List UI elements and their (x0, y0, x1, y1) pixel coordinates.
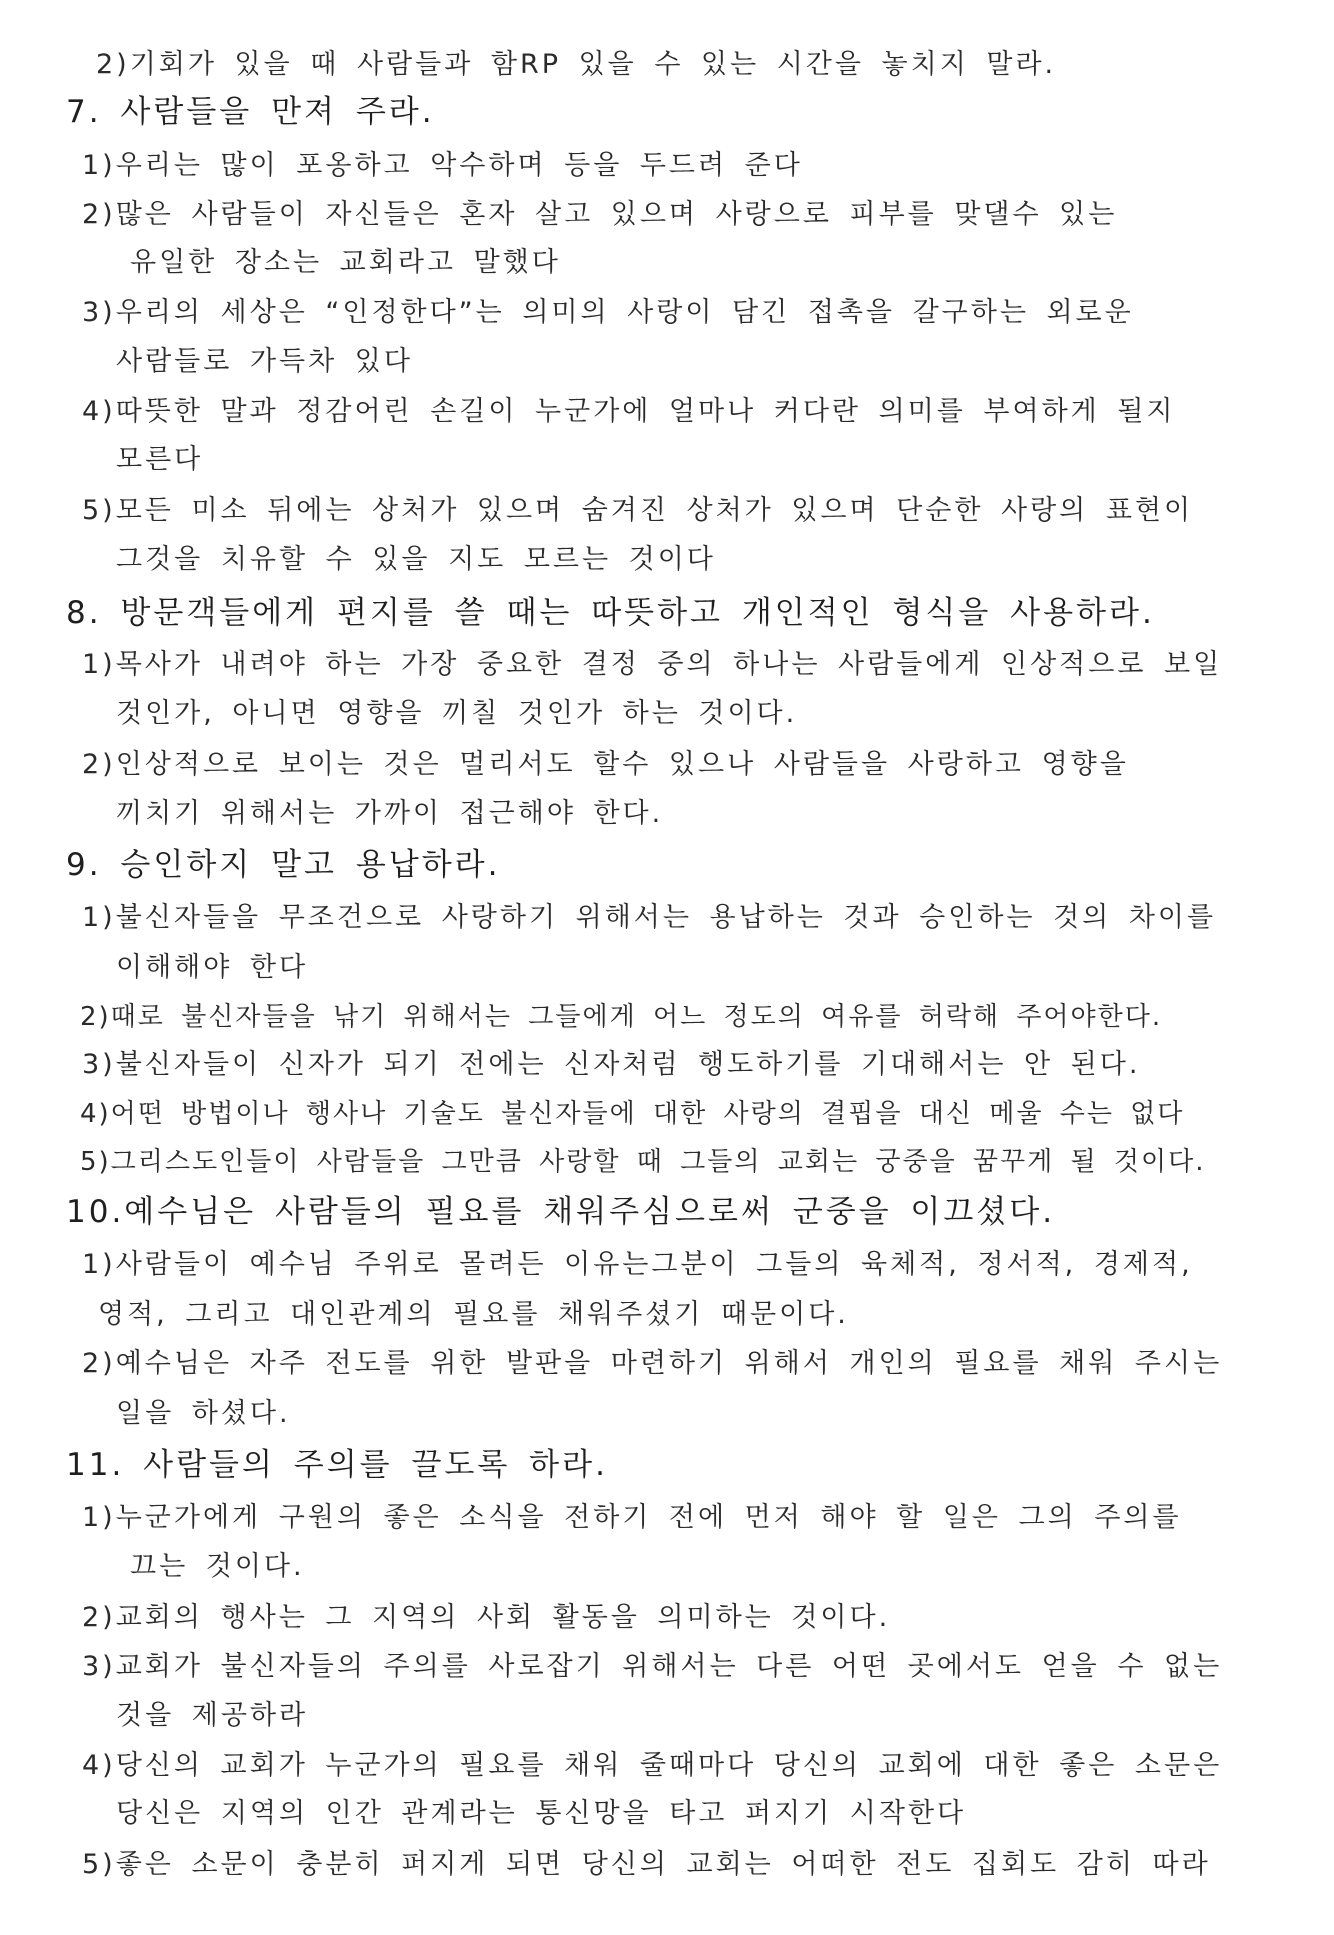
item-line: 2)예수님은 자주 전도를 위한 발판을 마련하기 위해서 개인의 필요를 채워 주시는 (82, 1348, 1223, 1379)
item-line: 1)불신자들을 무조건으로 사랑하기 위해서는 용납하는 것과 승인하는 것의 차이를 (82, 902, 1217, 933)
continuation-line: 유일한 장소는 교회라고 말했다 (130, 247, 561, 278)
section-heading-8: 8. 방문객들에게 편지를 쓸 때는 따뜻하고 개인적인 형식을 사용하라. (66, 595, 1155, 631)
item-line: 5)그리스도인들이 사람들을 그만큼 사랑할 때 그들의 교회는 궁중을 꿈꾸게 될 것이다. (80, 1147, 1206, 1177)
item-line: 1)누군가에게 구원의 좋은 소식을 전하기 전에 먼저 해야 할 일은 그의 주의를 (82, 1502, 1182, 1533)
continuation-line: 것을 제공하라 (116, 1700, 309, 1731)
continuation-line: 그것을 치유할 수 있을 지도 모르는 것이다 (116, 544, 716, 575)
continuation-line: 영적, 그리고 대인관계의 필요를 채워주셨기 때문이다. (98, 1299, 849, 1330)
item-line: 2)때로 불신자들을 낚기 위해서는 그들에게 어느 정도의 여유를 허락해 주어야한다. (80, 1002, 1163, 1032)
item-line: 2)기회가 있을 때 사람들과 함RP 있을 수 있는 시간을 놓치지 말라. (96, 49, 1057, 80)
item-line: 1)목사가 내려야 하는 가장 중요한 결정 중의 하나는 사람들에게 인상적으로 보일 (82, 649, 1223, 680)
continuation-line: 모른다 (116, 444, 204, 475)
item-line: 2)인상적으로 보이는 것은 멀리서도 할수 있으나 사람들을 사랑하고 영향을 (82, 749, 1129, 780)
item-line: 2)많은 사람들이 자신들은 혼자 살고 있으며 사랑으로 피부를 맞댈수 있는 (82, 199, 1118, 230)
continuation-line: 것인가, 아니면 영향을 끼칠 것인가 하는 것이다. (116, 698, 798, 729)
continuation-line: 끄는 것이다. (130, 1551, 305, 1582)
item-line: 3)교회가 불신자들의 주의를 사로잡기 위해서는 다른 어떤 곳에서도 얻을 수 없는 (82, 1651, 1223, 1682)
item-line: 5)좋은 소문이 충분히 퍼지게 되면 당신의 교회는 어떠한 전도 집회도 감히 따라 (82, 1849, 1211, 1880)
section-heading-7: 7. 사람들을 만져 주라. (66, 94, 435, 130)
continuation-line: 이해해야 한다 (116, 952, 309, 983)
item-line: 1)사람들이 예수님 주위로 몰려든 이유는그분이 그들의 육체적, 정서적, 경제적, (82, 1249, 1193, 1280)
section-heading-10: 10.예수님은 사람들의 필요를 채워주심으로써 군중을 이끄셨다. (66, 1194, 1056, 1230)
item-line: 4)당신의 교회가 누군가의 필요를 채워 줄때마다 당신의 교회에 대한 좋은 소문은 (82, 1750, 1223, 1781)
section-heading-9: 9. 승인하지 말고 용납하라. (66, 847, 501, 883)
item-line: 3)우리의 세상은 “인정한다”는 의미의 사랑이 담긴 접촉을 갈구하는 외로운 (82, 297, 1134, 328)
continuation-line: 일을 하셨다. (116, 1398, 291, 1429)
item-line: 4)어떤 방법이나 행사나 기술도 불신자들에 대한 사랑의 결핍을 대신 메울 수는 없다 (80, 1099, 1185, 1129)
item-line: 4)따뜻한 말과 정감어린 손길이 누군가에 얼마나 커다란 의미를 부여하게 될지 (82, 396, 1176, 427)
item-line: 5)모든 미소 뒤에는 상처가 있으며 숨겨진 상처가 있으며 단순한 사랑의 표현이 (82, 495, 1194, 526)
item-line: 3)불신자들이 신자가 되기 전에는 신자처럼 행도하기를 기대해서는 안 된다. (82, 1049, 1141, 1080)
section-heading-11: 11. 사람들의 주의를 끌도록 하라. (66, 1447, 608, 1483)
continuation-line: 사람들로 가득차 있다 (116, 346, 413, 377)
continuation-line: 당신은 지역의 인간 관계라는 통신망을 타고 퍼지기 시작한다 (116, 1798, 967, 1829)
item-line: 1)우리는 많이 포옹하고 악수하며 등을 두드려 준다 (82, 150, 803, 181)
continuation-line: 끼치기 위해서는 가까이 접근해야 한다. (116, 798, 664, 829)
item-line: 2)교회의 행사는 그 지역의 사회 활동을 의미하는 것이다. (82, 1602, 891, 1633)
